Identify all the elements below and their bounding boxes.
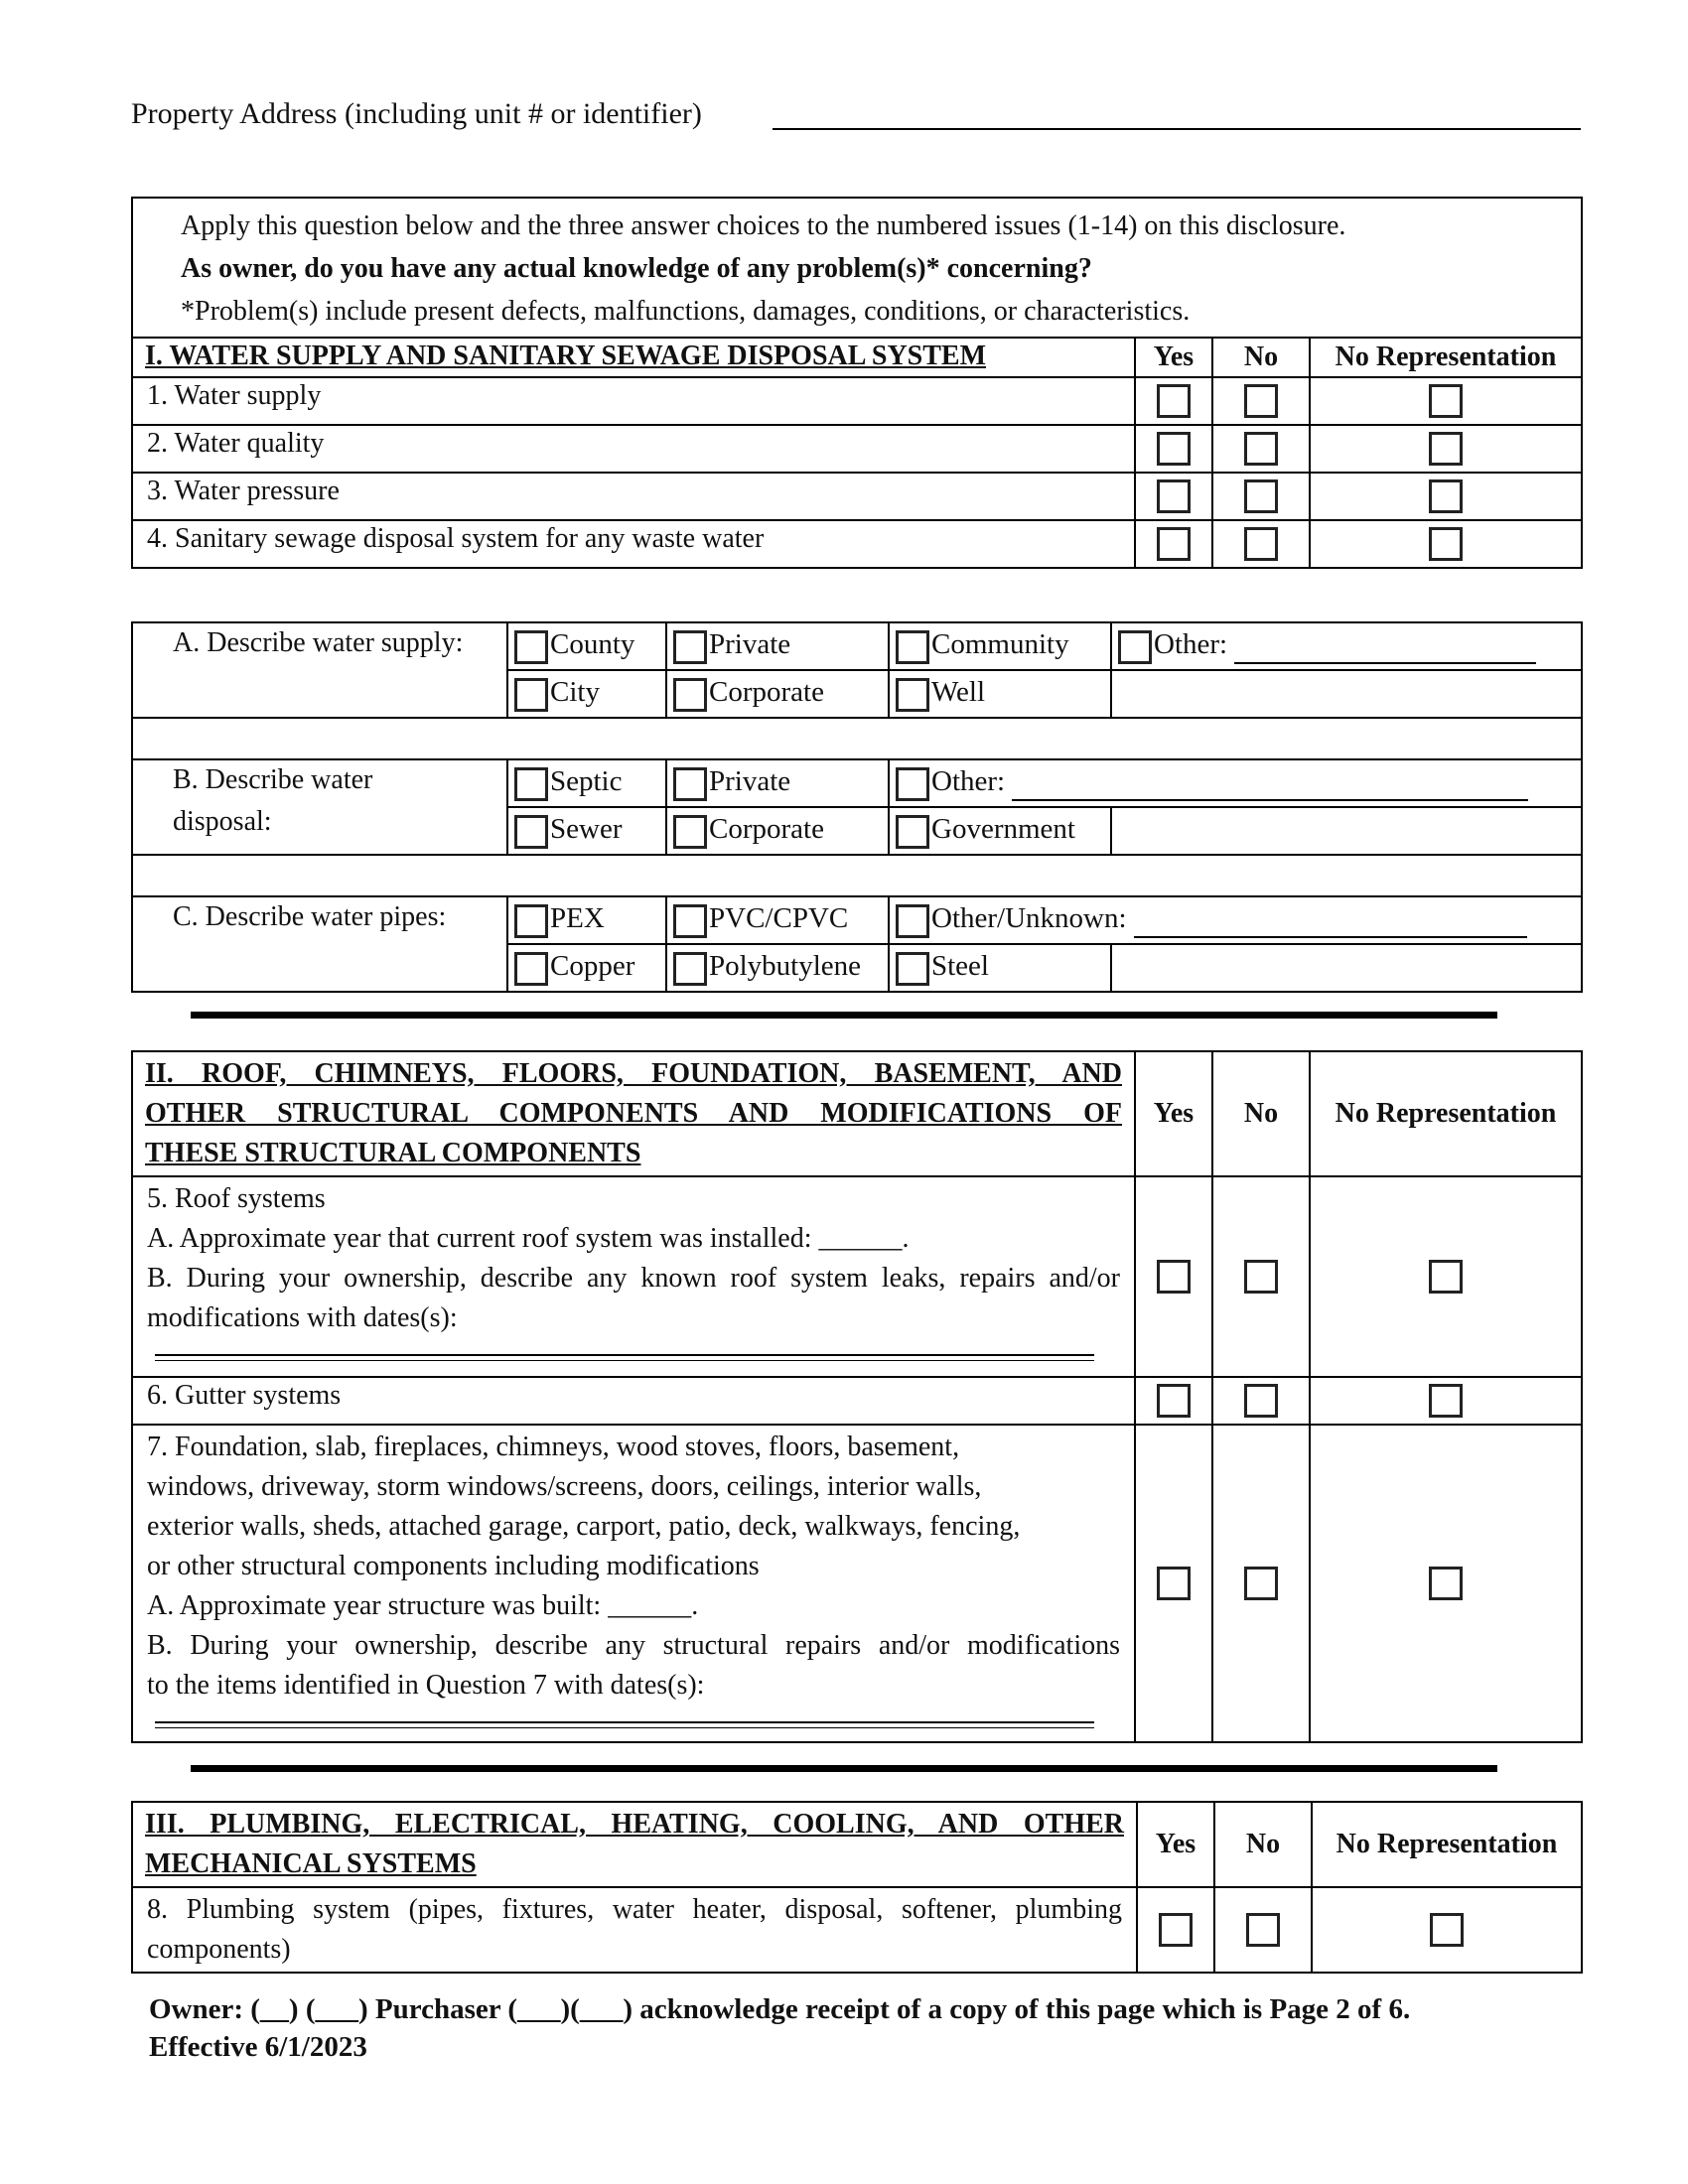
yes-checkbox[interactable] bbox=[1157, 1260, 1191, 1294]
table-row bbox=[132, 473, 1582, 520]
section-3-title-line-1: III. PLUMBING, ELECTRICAL, HEATING, COOLING, AND OTHER bbox=[145, 1809, 1124, 1840]
government-checkbox[interactable] bbox=[896, 815, 929, 849]
section-2-title-line-3: THESE STRUCTURAL COMPONENTS bbox=[145, 1138, 641, 1168]
item-5-title: 5. Roof systems bbox=[147, 1183, 326, 1214]
option-label: City bbox=[550, 676, 600, 709]
table-row bbox=[132, 1425, 1582, 1742]
write-in-line[interactable] bbox=[155, 1721, 1094, 1728]
other-disposal-field[interactable] bbox=[1012, 799, 1528, 801]
item-7-b-cont: to the items identified in Question 7 with dates(s): bbox=[147, 1670, 705, 1701]
option-label: Private bbox=[709, 628, 791, 661]
option-label: Steel bbox=[931, 950, 989, 983]
intro-footnote: *Problem(s) include present defects, malfunctions, damages, conditions, or characteristics. bbox=[181, 296, 1191, 327]
option-label: Well bbox=[931, 676, 986, 709]
option-label: Corporate bbox=[709, 676, 824, 709]
no-checkbox[interactable] bbox=[1244, 1567, 1278, 1600]
other-pipes-field[interactable] bbox=[1134, 936, 1527, 938]
no-checkbox[interactable] bbox=[1244, 479, 1278, 513]
option-label: Copper bbox=[550, 950, 635, 983]
yes-checkbox[interactable] bbox=[1159, 1913, 1193, 1947]
water-disposal-label-line-2: disposal: bbox=[173, 806, 272, 837]
section-1-table bbox=[131, 197, 1583, 569]
section-2-title bbox=[132, 1051, 1135, 1176]
item-7-line-2: windows, driveway, storm windows/screens, doors, ceilings, interior walls, bbox=[147, 1471, 982, 1502]
section-2-table bbox=[131, 1050, 1583, 1743]
corporate-checkbox[interactable] bbox=[673, 678, 707, 712]
item-7-a: A. Approximate year structure was built: ______. bbox=[147, 1590, 699, 1621]
option-label: Sewer bbox=[550, 813, 623, 846]
yes-checkbox[interactable] bbox=[1157, 432, 1191, 466]
no-representation-checkbox[interactable] bbox=[1429, 527, 1463, 561]
item-label: 3. Water pressure bbox=[132, 473, 1135, 520]
item-7-b: B. During your ownership, describe any structural repairs and/or modifications bbox=[147, 1630, 1120, 1661]
water-description-table bbox=[131, 621, 1583, 993]
no-representation-checkbox[interactable] bbox=[1429, 1567, 1463, 1600]
polybutylene-checkbox[interactable] bbox=[673, 952, 707, 986]
no-representation-checkbox[interactable] bbox=[1429, 479, 1463, 513]
no-checkbox[interactable] bbox=[1244, 432, 1278, 466]
county-checkbox[interactable] bbox=[514, 630, 548, 664]
private-checkbox[interactable] bbox=[673, 767, 707, 801]
option-label: Other: bbox=[1154, 628, 1228, 661]
option-label: Other: bbox=[931, 765, 1006, 798]
pex-checkbox[interactable] bbox=[514, 904, 548, 938]
corporate-checkbox[interactable] bbox=[673, 815, 707, 849]
water-pipes-label: C. Describe water pipes: bbox=[132, 896, 507, 992]
item-5-a: A. Approximate year that current roof system was installed: ______. bbox=[147, 1223, 910, 1254]
option-label: Corporate bbox=[709, 813, 824, 846]
no-representation-checkbox[interactable] bbox=[1429, 432, 1463, 466]
steel-checkbox[interactable] bbox=[896, 952, 929, 986]
section-divider bbox=[191, 1012, 1497, 1019]
col-no-representation: No Representation bbox=[1310, 1051, 1582, 1176]
table-row bbox=[132, 1176, 1582, 1377]
table-row bbox=[132, 1377, 1582, 1425]
table-row bbox=[132, 520, 1582, 568]
water-supply-label: A. Describe water supply: bbox=[132, 622, 507, 718]
other-unknown-checkbox[interactable] bbox=[896, 904, 929, 938]
yes-checkbox[interactable] bbox=[1157, 527, 1191, 561]
no-checkbox[interactable] bbox=[1244, 1384, 1278, 1418]
city-checkbox[interactable] bbox=[514, 678, 548, 712]
option-label: Other/Unknown: bbox=[931, 902, 1127, 935]
section-1-title: I. WATER SUPPLY AND SANITARY SEWAGE DISPOSAL SYSTEM bbox=[132, 338, 1135, 377]
table-row bbox=[132, 377, 1582, 425]
item-label: 4. Sanitary sewage disposal system for any waste water bbox=[132, 520, 1135, 568]
yes-checkbox[interactable] bbox=[1157, 384, 1191, 418]
item-5-b-cont: modifications with dates(s): bbox=[147, 1302, 458, 1333]
other-checkbox[interactable] bbox=[1118, 630, 1152, 664]
option-label: County bbox=[550, 628, 635, 661]
no-checkbox[interactable] bbox=[1244, 384, 1278, 418]
no-checkbox[interactable] bbox=[1244, 527, 1278, 561]
col-no: No bbox=[1212, 1051, 1310, 1176]
private-checkbox[interactable] bbox=[673, 630, 707, 664]
intro-line-1: Apply this question below and the three answer choices to the numbered issues (1-14) on this disclosure. bbox=[181, 210, 1346, 241]
option-label: Community bbox=[931, 628, 1069, 661]
write-in-line[interactable] bbox=[155, 1354, 1094, 1361]
section-2-title-line-1: II. ROOF, CHIMNEYS, FLOORS, FOUNDATION, BASEMENT, AND bbox=[145, 1058, 1122, 1089]
col-yes: Yes bbox=[1135, 338, 1212, 377]
yes-checkbox[interactable] bbox=[1157, 1567, 1191, 1600]
section-2-title-line-2: OTHER STRUCTURAL COMPONENTS AND MODIFICATIONS OF bbox=[145, 1098, 1122, 1129]
option-label: Government bbox=[931, 813, 1075, 846]
acknowledgement-line: Owner: (__) (___) Purchaser (___)(___) acknowledge receipt of a copy of this page which is Page 2 of 6. bbox=[149, 1993, 1411, 2025]
option-label: Septic bbox=[550, 765, 623, 798]
property-address-field[interactable] bbox=[773, 128, 1581, 130]
no-checkbox[interactable] bbox=[1246, 1913, 1280, 1947]
yes-checkbox[interactable] bbox=[1157, 1384, 1191, 1418]
option-label: Polybutylene bbox=[709, 950, 862, 983]
item-label: 1. Water supply bbox=[132, 377, 1135, 425]
col-no: No bbox=[1214, 1802, 1312, 1887]
no-representation-checkbox[interactable] bbox=[1430, 1913, 1464, 1947]
item-8-line-2: components) bbox=[147, 1934, 291, 1965]
no-representation-checkbox[interactable] bbox=[1429, 1260, 1463, 1294]
section-3-title-line-2: MECHANICAL SYSTEMS bbox=[145, 1848, 477, 1879]
option-label: Private bbox=[709, 765, 791, 798]
copper-checkbox[interactable] bbox=[514, 952, 548, 986]
water-disposal-label-line-1: B. Describe water bbox=[173, 764, 373, 795]
item-label: 2. Water quality bbox=[132, 425, 1135, 473]
item-8-line-1: 8. Plumbing system (pipes, fixtures, water heater, disposal, softener, plumbing bbox=[147, 1894, 1122, 1925]
item-5 bbox=[132, 1176, 1135, 1377]
item-7 bbox=[132, 1425, 1135, 1742]
no-representation-checkbox[interactable] bbox=[1429, 1384, 1463, 1418]
col-no-representation: No Representation bbox=[1312, 1802, 1582, 1887]
col-no: No bbox=[1212, 338, 1310, 377]
no-checkbox[interactable] bbox=[1244, 1260, 1278, 1294]
pvc-cpvc-checkbox[interactable] bbox=[673, 904, 707, 938]
well-checkbox[interactable] bbox=[896, 678, 929, 712]
section-3-table bbox=[131, 1801, 1583, 1974]
table-row bbox=[132, 425, 1582, 473]
yes-checkbox[interactable] bbox=[1157, 479, 1191, 513]
no-representation-checkbox[interactable] bbox=[1429, 384, 1463, 418]
other-supply-field[interactable] bbox=[1234, 662, 1536, 664]
col-yes: Yes bbox=[1137, 1802, 1214, 1887]
item-7-line-1: 7. Foundation, slab, fireplaces, chimneys, wood stoves, floors, basement, bbox=[147, 1432, 960, 1462]
option-label: PVC/CPVC bbox=[709, 902, 849, 935]
sewer-checkbox[interactable] bbox=[514, 815, 548, 849]
intro-question: As owner, do you have any actual knowledge of any problem(s)* concerning? bbox=[181, 253, 1092, 284]
section-3-title bbox=[132, 1802, 1137, 1887]
section-divider bbox=[191, 1765, 1497, 1772]
col-yes: Yes bbox=[1135, 1051, 1212, 1176]
effective-date: Effective 6/1/2023 bbox=[149, 2031, 367, 2063]
property-address-label: Property Address (including unit # or identifier) bbox=[131, 97, 702, 130]
col-no-representation: No Representation bbox=[1310, 338, 1582, 377]
table-row bbox=[132, 1887, 1582, 1973]
community-checkbox[interactable] bbox=[896, 630, 929, 664]
page-footer bbox=[149, 1990, 1410, 2066]
item-7-line-3: exterior walls, sheds, attached garage, carport, patio, deck, walkways, fencing, bbox=[147, 1511, 1021, 1542]
item-5-b: B. During your ownership, describe any known roof system leaks, repairs and/or bbox=[147, 1263, 1120, 1294]
intro-block bbox=[132, 198, 1582, 338]
other-checkbox[interactable] bbox=[896, 767, 929, 801]
water-disposal-label bbox=[132, 759, 507, 855]
item-6: 6. Gutter systems bbox=[132, 1377, 1135, 1425]
option-label: PEX bbox=[550, 902, 605, 935]
septic-checkbox[interactable] bbox=[514, 767, 548, 801]
item-7-line-4: or other structural components including modifications bbox=[147, 1551, 760, 1581]
item-8 bbox=[132, 1887, 1137, 1973]
